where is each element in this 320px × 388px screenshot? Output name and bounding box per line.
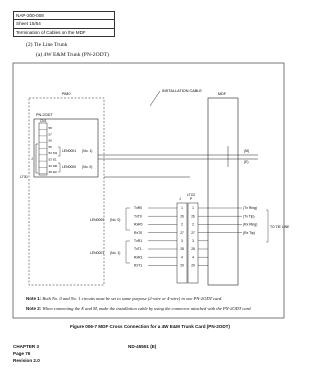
j-pin-number: 29 bbox=[180, 263, 184, 268]
sheet-title: Termination of Cables on the MDF bbox=[16, 29, 86, 35]
mdf-e-label: (E) bbox=[244, 160, 249, 164]
len-1-number: (No. 1) bbox=[82, 149, 93, 153]
doc-number: NAP-200-008 bbox=[14, 12, 114, 20]
j-pin-number: 1 bbox=[181, 206, 183, 211]
note-1-label: Note 1: bbox=[26, 296, 42, 301]
len-group-0-number: (No. 0) bbox=[110, 218, 121, 222]
p-pin-number: 28 bbox=[191, 247, 195, 252]
trunk-signal-label: TxR1 bbox=[134, 239, 143, 243]
note-2-label: Note 2: bbox=[26, 306, 42, 311]
trunk-signal-label: TxT0 bbox=[134, 214, 142, 219]
trunk-signal-label: RxT0 bbox=[134, 230, 143, 235]
sheet-number: Sheet 15/54 bbox=[14, 20, 114, 28]
note-2 bbox=[26, 306, 276, 312]
connector-pin-number: 56 bbox=[48, 138, 52, 143]
tie-line-wire-label: (Rx Tip) bbox=[243, 230, 255, 235]
connector-pin-number: 55 bbox=[48, 144, 52, 149]
connector-pin-number: 57 bbox=[48, 132, 52, 137]
j-pin-number: 26 bbox=[180, 214, 184, 219]
trunk-signal-label: RxT1 bbox=[134, 263, 143, 268]
installation-cable-label: INSTALLATION CABLE bbox=[162, 89, 202, 93]
p-pin-number: 4 bbox=[192, 255, 194, 260]
connector-pin-number: 54 bbox=[48, 151, 52, 156]
j-label: J bbox=[31, 157, 33, 161]
p-pin-number: 26 bbox=[191, 214, 195, 219]
trunk-wire-rows bbox=[134, 206, 238, 267]
len-0-number: (No. 0) bbox=[82, 165, 93, 169]
tie-line-labels bbox=[238, 206, 257, 235]
p-pin-number: 3 bbox=[192, 239, 194, 243]
connector-box bbox=[39, 123, 47, 175]
j-pin-number: 2 bbox=[181, 222, 183, 227]
footer-chapter: CHAPTER 3 bbox=[13, 344, 40, 349]
note-2-text: When connecting the E and M, make the installation cable by using the connector attached with the PN-2ODT card. bbox=[42, 306, 252, 311]
trunk-signal-label: TxR0 bbox=[134, 206, 143, 211]
section-heading: (2) Tie Line Trunk bbox=[26, 42, 68, 48]
pim-label: PIM0 bbox=[61, 92, 71, 96]
jp-p-label: P bbox=[190, 197, 193, 201]
connector-pin-signal: E1 bbox=[53, 157, 57, 162]
p-pin-number: 1 bbox=[192, 206, 194, 211]
trunk-signal-label: RxR0 bbox=[134, 222, 143, 227]
trunk-signal-label: TxT1 bbox=[134, 247, 142, 252]
footer-doc-number: ND-45551 (E) bbox=[128, 344, 157, 349]
len-group-0-label: LEN0000 bbox=[90, 218, 105, 222]
note-1-text: Both No. 0 and No. 1 circuits must be set to same purpose (2-wire or 4-wire) in one PN-2ODT card. bbox=[42, 296, 223, 301]
connector-pin-number: 53 bbox=[48, 157, 52, 162]
ltc0-label: LTC0 bbox=[187, 193, 196, 197]
trunk-signal-label: RxR1 bbox=[134, 255, 143, 260]
tie-line-wire-label: (Tx Tip) bbox=[243, 214, 255, 219]
mdf-box bbox=[208, 98, 238, 285]
footer-page: Page 76 bbox=[13, 351, 31, 356]
len-0-label: LEN0000 bbox=[62, 165, 77, 169]
connector-pins bbox=[39, 126, 57, 174]
figure-caption: Figure 006-7 MDF Cross Connection for a 4W E&M Trunk Card (PN-2ODT) bbox=[69, 324, 231, 329]
tie-line-wire-label: (Rx Ring) bbox=[243, 222, 258, 227]
connector-pin-number: 58 bbox=[48, 126, 52, 130]
len-group-1-label: LEN0001 bbox=[90, 251, 105, 255]
note-1 bbox=[26, 296, 276, 302]
connector-pin-signal: M0 bbox=[53, 163, 58, 168]
to-tie-line-label: TO TIE LINE bbox=[270, 225, 290, 229]
connector-pin-signal: E0 bbox=[53, 170, 57, 175]
j-pin-number: 28 bbox=[180, 247, 184, 252]
j-pin-number: 27 bbox=[180, 230, 184, 235]
connector-pin-signal: M1 bbox=[53, 151, 58, 156]
j-pin-number: 4 bbox=[181, 255, 183, 260]
tie-line-wire-label: (Tx Ring) bbox=[243, 206, 257, 211]
j-bracket bbox=[36, 144, 38, 173]
mdf-label: MDF bbox=[217, 92, 227, 96]
card-label: PN-2ODT bbox=[36, 113, 53, 117]
pim-box bbox=[29, 98, 104, 285]
len-group-1-number: (No. 1) bbox=[110, 251, 121, 255]
section-subheading: (a) 4W E&M Trunk (PN-2ODT) bbox=[36, 52, 109, 58]
p-pin-number: 2 bbox=[192, 222, 194, 227]
connector-label: CN1 bbox=[40, 119, 47, 123]
j-pin-number: 3 bbox=[181, 239, 183, 243]
mdf-m-label: (M) bbox=[244, 149, 250, 153]
len-1-label: LEN0001 bbox=[62, 149, 77, 153]
connector-pin-number: 28 bbox=[48, 170, 52, 175]
lt00-label: LT00 bbox=[20, 175, 28, 179]
diagram-frame bbox=[13, 63, 284, 318]
footer-revision: Revision 2.0 bbox=[13, 358, 40, 363]
p-pin-number: 27 bbox=[191, 230, 195, 235]
jp-j-label: J bbox=[179, 197, 181, 201]
connector-pin-number: 33 bbox=[48, 163, 52, 168]
p-pin-number: 29 bbox=[191, 263, 195, 268]
